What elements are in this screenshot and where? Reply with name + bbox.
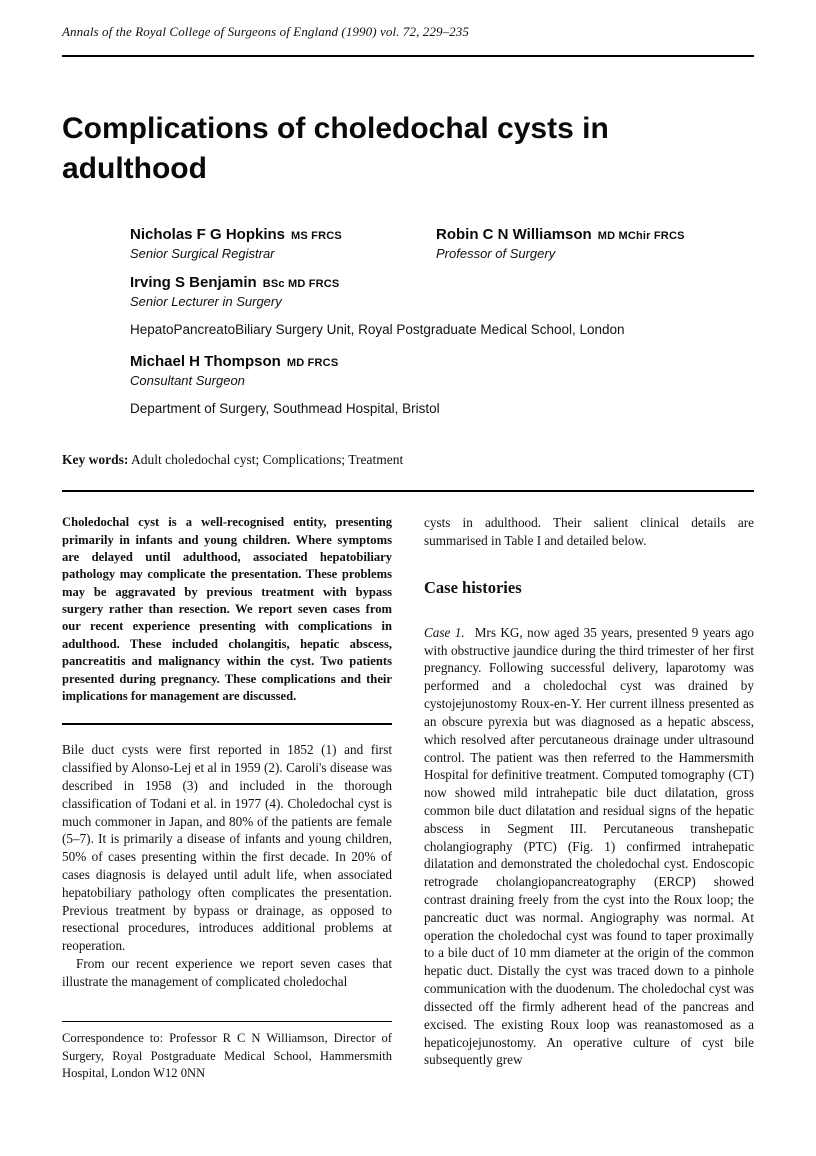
author-thompson (130, 353, 754, 388)
paper-title: Complications of choledochal cysts in adulthood (62, 112, 609, 185)
body-top-rule (62, 490, 754, 492)
abstract: Choledochal cyst is a well-recognised entity, presenting primarily in infants and young children. Where symptoms are delayed until adulthood, associated hepatobiliary pathology may complicate the presentation. These problems may be aggravated by previous treatment with bypass surgery rather than resection. We report seven cases from our recent experience presenting with complications in adulthood. These included cholangitis, hepatic abscess, pancreatitis and malignancy within the cyst. Two patients presented during pregnancy. These complications and their implications for management are discussed. (62, 515, 392, 703)
author-role: Senior Surgical Registrar (130, 246, 275, 262)
case1-label: Case 1. (424, 624, 465, 640)
author-name (130, 353, 754, 370)
continuation-paragraph: cysts in adulthood. Their salient clinical details are summarised in Table I and detailed below. (424, 515, 754, 548)
author-degrees: MS FRCS (291, 230, 342, 243)
case1-text: Mrs KG, now aged 35 years, presented 9 years ago with obstructive jaundice during the third trimester of her first pregnancy. Following successful delivery, laparotomy was performed and a choledochal cyst was drained by cystojejunostomy Roux-en-Y. Her current illness presented as an obscure pyrexia but was diagnosed as a hepatic abscess, which resolved after percutaneous drainage under ultrasound control. The patient was then referred to the Hammersmith Hospital for definitive treatment. Computed tomography (CT) now showed mild intrahepatic bile duct dilatation, gross common bile duct dilatation and residual signs of the hepatic abscess in Segment III. Percutaneous transhepatic cholangiography (PTC) (Fig. 1) confirmed intrahepatic dilatation and demonstrated the choledochal cyst. Endoscopic retrograde cholangiopancreatography (ERCP) showed contrast draining freely from the cyst into the Roux loop; the pancreatic duct was normal. Angiography was normal. At operation the choledochal cyst was found to taper proximally to a bile duct of 10 mm diameter at the origin of the common hepatic duct. Distally the cyst was traced down to a pinhole communication with the duodenum. The choledochal cyst was dissected off the firmly adherent head of the pancreas and excised. The existing Roux loop was reanastomosed as a hepaticojejunostomy. An operative culture of cyst bile subsequently grew (424, 624, 755, 1068)
correspondence-rule (62, 1021, 392, 1022)
intro-paragraph-2: From our recent experience we report seven cases that illustrate the management of complicated choledochal (62, 956, 392, 989)
correspondence-text: Correspondence to: Professor R C N Williamson, Director of Surgery, Royal Postgraduate Medical School, Hammersmith Hospital, London W12 0NN (62, 1030, 392, 1081)
keywords-text: Adult choledochal cyst; Complications; Treatment (128, 452, 404, 468)
author-role: Senior Lecturer in Surgery (130, 294, 282, 310)
case1-paragraph (424, 624, 754, 1069)
author-name-text: Irving S Benjamin (130, 274, 257, 292)
left-column (62, 514, 392, 1083)
author-name-text: Nicholas F G Hopkins (130, 226, 286, 244)
abstract-rule (62, 723, 392, 725)
author-name-text: Robin C N Williamson (436, 226, 592, 244)
author-name (436, 226, 754, 243)
keywords-label: Key words: (62, 452, 129, 468)
author-role: Professor of Surgery (436, 246, 556, 262)
author-degrees: MD MChir FRCS (597, 230, 685, 243)
keywords-line (62, 452, 754, 468)
right-column (424, 514, 754, 1083)
two-column-body (62, 514, 754, 1083)
author-name (130, 274, 754, 291)
author-role: Consultant Surgeon (130, 373, 245, 389)
author-row-1 (130, 226, 754, 274)
author-williamson (436, 226, 754, 261)
affiliation-southmead: Department of Surgery, Southmead Hospital, Bristol (130, 401, 440, 417)
intro-paragraph-1: Bile duct cysts were first reported in 1852 (1) and first classified by Alonso-Lej et al in 1959 (2). Caroli's disease was described in 1958 (3) and included in the thorough classification of Todani et al. in 1977 (4). Choledochal cyst is much commoner in Japan, and 80% of the patients are female (5–7). It is primarily a disease of infants and young children, 50% of cases presenting within the first decade. In 20% of cases diagnosis is delayed until adult life, when associated hepatobiliary pathology often complicates the presentation. Previous treatment by bypass or drainage, as opposed to resectional procedures, introduces additional problems at reoperation. (62, 742, 392, 954)
author-section (130, 226, 754, 416)
affiliation-rpms: HepatoPancreatoBiliary Surgery Unit, Royal Postgraduate Medical School, London (130, 322, 625, 338)
correspondence-note (62, 991, 392, 1084)
author-name (130, 226, 436, 243)
journal-citation: Annals of the Royal College of Surgeons of England (1990) vol. 72, 229–235 (62, 24, 469, 39)
author-name-text: Michael H Thompson (130, 353, 281, 371)
header-rule (62, 55, 754, 57)
author-degrees: BSc MD FRCS (262, 278, 340, 291)
author-benjamin (130, 274, 754, 309)
author-degrees: MD FRCS (286, 357, 339, 370)
case-histories-heading: Case histories (424, 577, 522, 597)
author-hopkins (130, 226, 436, 261)
